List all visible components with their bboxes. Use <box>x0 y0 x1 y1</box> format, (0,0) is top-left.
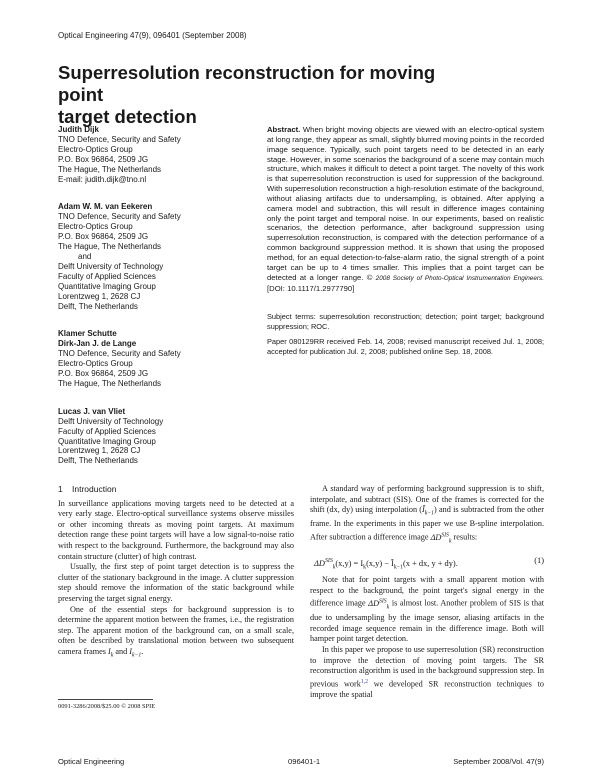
math-symbol: $I_k$ <box>108 646 114 659</box>
paper-title <box>58 62 478 128</box>
affiliation-line: P.O. Box 96864, 2509 JG <box>58 154 149 164</box>
paragraph-text: One of the essential steps for background suppression is to determine the apparent motion between the frames, i.e., the registration step. The apparent motion of the background can, on a small scale, often be described by translational motion between two subsequent camera frames <box>58 604 294 656</box>
footnote: 0091-3286/2008/$25.00 © 2008 SPIE <box>58 703 156 710</box>
left-column <box>58 484 294 661</box>
footer-issue: September 2008/Vol. 47(9) <box>453 757 544 766</box>
author-name: Judith Dijk <box>58 125 99 134</box>
affiliation-line: The Hague, The Netherlands <box>58 164 162 174</box>
title-line: Superresolution reconstruction for moving point <box>58 62 436 105</box>
affiliation-line: The Hague, The Netherlands <box>58 378 162 388</box>
reference-link[interactable]: 1,2 <box>360 678 368 685</box>
affiliation-line: Electro-Optics Group <box>58 359 133 369</box>
footer-journal: Optical Engineering <box>58 757 125 766</box>
paragraph: One of the essential steps for background suppression is to determine the apparent motion between the frames, i.e., the registration step. The apparent motion of the background can, on a small scale, often be described by translational motion between two subsequent camera frames $I_k$ and $I_{k-1}$. <box>58 604 294 659</box>
author-email: E-mail: judith.dijk@tno.nl <box>58 174 147 184</box>
section-heading <box>58 484 294 495</box>
author-name: Klamer Schutte <box>58 329 117 339</box>
equation: $\Delta D^{SIS}_k(x,y) = I_k(x,y)$ − $Ĩ_{k-1}(x$ + dx, y + dy). <box>314 557 458 571</box>
author-list <box>58 125 253 476</box>
author-name: Dirk-Jan J. de Lange <box>58 339 137 349</box>
author-name: Lucas J. van Vliet <box>58 406 126 416</box>
right-column <box>310 484 544 701</box>
equation-number: (1) <box>534 555 544 565</box>
section-number: 1 <box>58 484 63 494</box>
affiliation-line: The Hague, The Netherlands <box>58 242 162 252</box>
math-symbol: $I_{k-1}$ <box>129 646 142 659</box>
paper-history: Paper 080129RR received Feb. 14, 2008; revised manuscript received Jul. 1, 2008; accepted for publication Jul. 2, 2008; published online Sep. 18, 2008. <box>267 337 544 356</box>
affiliation-line: Quantitative Imaging Group <box>58 436 156 446</box>
paragraph: A standard way of performing background suppression is to shift, interpolate, and subtract (SIS). One of the frames is corrected for the shift (dx, dy) using interpolation $(Ĩ_{k-1})$ and is subtracted from the other frame. In the experiments in this paper we use B-spline interpolation. After subtraction a difference image $\Delta D^{SIS}_k$ results: <box>310 484 544 545</box>
copyright-mark: © <box>366 272 373 282</box>
affiliation-line: TNO Defence, Security and Safety <box>58 212 181 222</box>
journal-header: Optical Engineering 47(9), 096401 (September 2008) <box>58 31 247 40</box>
paragraph: Usually, the first step of point target detection is to suppress the clutter of the stationary background in the image. A clutter suppression step should remove the information of the static background while preserving the target signal energy. <box>58 562 294 603</box>
author-name: Adam W. M. van Eekeren <box>58 202 153 212</box>
subject-terms: Subject terms: superresolution reconstruction; detection; point target; background suppression; ROC. <box>267 312 544 331</box>
affiliation-line: Lorentzweg 1, 2628 CJ <box>58 291 141 301</box>
affiliation-line: Delft, The Netherlands <box>58 456 138 466</box>
paragraph: Note that for point targets with a small apparent motion with respect to the background, the point target's signal energy in the difference image $\Delta D^{SIS}_k$ is almost lost. Another problem of SIS is that due to undersampling by the image sensor, aliasing artifacts in the recorded image sequence remain in the difference image. Both will hamper point target detection. <box>310 574 544 644</box>
affiliation-line: Lorentzweg 1, 2628 CJ <box>58 446 141 456</box>
author-block <box>58 202 253 311</box>
affiliation-line: Delft, The Netherlands <box>58 301 138 311</box>
section-title: Introduction <box>72 484 117 494</box>
title-line: target detection <box>58 106 197 127</box>
affiliation-line: TNO Defence, Security and Safety <box>58 134 181 144</box>
author-block <box>58 407 253 466</box>
footer-page: 096401-1 <box>288 757 321 766</box>
affiliation-line: Faculty of Applied Sciences <box>58 271 156 281</box>
paragraph: In surveillance applications moving targets need to be detected at a very early stage. Electro-optical surveillance systems observe missiles or other incoming threats as moving point targets. At maximum detection range these point targets will have a low signal-to-noise ratio with respect to the background. Furthermore, the background may also contain structure (clutter) of high contrast. <box>58 498 294 561</box>
abstract-citation: 2008 Society of Photo-Optical Instrumentation Engineers. <box>375 274 545 282</box>
abstract-label: Abstract. <box>267 125 301 134</box>
affiliation-and: and <box>78 251 92 261</box>
affiliation-line: Faculty of Applied Sciences <box>58 426 156 436</box>
affiliation-line: TNO Defence, Security and Safety <box>58 349 181 359</box>
affiliation-line: Delft University of Technology <box>58 261 164 271</box>
abstract <box>267 125 544 293</box>
author-block <box>58 125 253 184</box>
paragraph-text: and <box>115 646 128 656</box>
paragraph: In this paper we propose to use superresolution (SR) reconstruction to improve the detection of moving point targets. The SR reconstruction algorithm is used in the background suppression step. In previous work$^{1,2}$ we developed SR reconstruction techniques to improve the spatial <box>310 644 544 700</box>
equation-row <box>310 547 544 575</box>
abstract-text: When bright moving objects are viewed with an electro-optical system at long range, they appear as small, slightly blurred moving points in the recorded image sequence. Typically, such point targets need to be detected in an early stage. However, in some scenarios the background of a scene may contain much structure, which makes it difficult to detect a point target. The novelty of this work is that superresolution reconstruction is used for suppression of the background. With superresolution reconstruction a high-resolution estimate of the background, without aliasing artifacts due to undersampling, is obtained. After applying a camera model and subtraction, this will result in difference images containing only the point target and temporal noise. In our experiments, based on realistic scenarios, the detection performance, after background suppression using superresolution reconstruction, is compared with the detection performance of a common background suppression method. It is shown that using the proposed method, for an equal detection-to-false-alarm ratio, the signal strength of a point target can be up to 4 times smaller. This implies that a point target can be detected at a longer range. <box>267 125 544 282</box>
affiliation-line: Electro-Optics Group <box>58 144 133 154</box>
affiliation-line: Quantitative Imaging Group <box>58 281 156 291</box>
affiliation-line: P.O. Box 96864, 2509 JG <box>58 232 149 242</box>
author-block <box>58 329 253 388</box>
affiliation-line: P.O. Box 96864, 2509 JG <box>58 369 149 379</box>
doi: [DOI: 10.1117/1.2977790] <box>267 283 355 293</box>
affiliation-line: Electro-Optics Group <box>58 222 133 232</box>
footnote-rule <box>58 699 153 700</box>
affiliation-line: Delft University of Technology <box>58 416 164 426</box>
